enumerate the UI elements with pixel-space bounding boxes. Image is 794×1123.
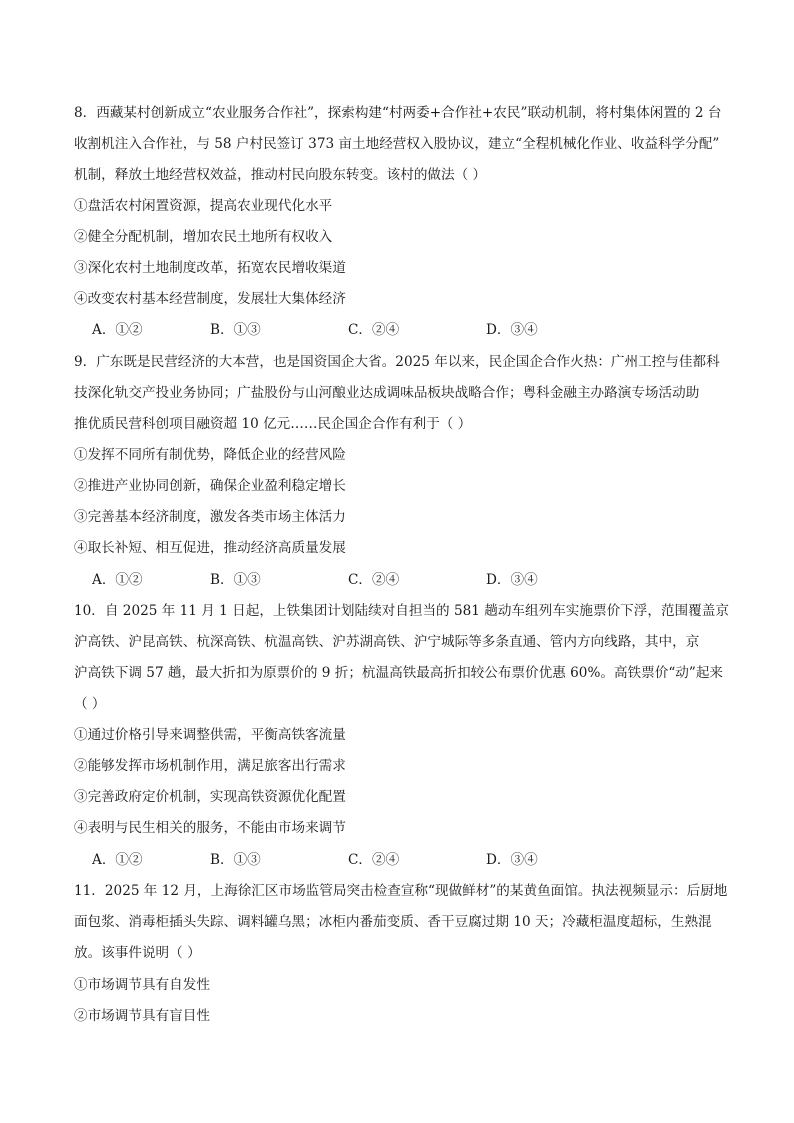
- choice-a[interactable]: A．①②: [92, 322, 143, 338]
- choice-a[interactable]: A．①②: [92, 852, 143, 868]
- option-statement: ①盘活农村闲置资源，提高农业现代化水平: [74, 198, 333, 214]
- option-statement: ④表明与民生相关的服务，不能由市场来调节: [74, 820, 346, 836]
- option-statement: ①通过价格引导来调整供需，平衡高铁客流量: [74, 727, 346, 743]
- option-statement: ①市场调节具有自发性: [74, 977, 210, 993]
- question-stem-line: 沪高铁、沪昆高铁、杭深高铁、杭温高铁、沪苏湖高铁、沪宁城际等多条直通、管内方向线路，其中，京: [74, 634, 700, 650]
- option-statement: ①发挥不同所有制优势，降低企业的经营风险: [74, 447, 346, 463]
- question-stem-line: 8．西藏某村创新成立“农业服务合作社”，探索构建“村两委+合作社+农民”联动机制，将村集体闲置的 2 台: [74, 105, 722, 121]
- option-statement: ③完善政府定价机制，实现高铁资源优化配置: [74, 789, 346, 805]
- choice-d[interactable]: D．③④: [486, 852, 538, 868]
- option-statement: ②市场调节具有盲目性: [74, 1008, 210, 1024]
- choice-b[interactable]: B．①③: [210, 852, 261, 868]
- choice-d[interactable]: D．③④: [486, 572, 538, 588]
- option-statement: ②推进产业协同创新，确保企业盈利稳定增长: [74, 478, 346, 494]
- choice-b[interactable]: B．①③: [210, 322, 261, 338]
- question-stem-line: 10．自 2025 年 11 月 1 日起，上铁集团计划陆续对自担当的 581 趟动车组列车实施票价下浮，范围覆盖京: [74, 603, 729, 619]
- choice-d[interactable]: D．③④: [486, 322, 538, 338]
- option-statement: ④改变农村基本经营制度，发展壮大集体经济: [74, 291, 346, 307]
- question-stem-line: 收割机注入合作社，与 58 户村民签订 373 亩土地经营权入股协议，建立“全程机械化作业、收益科学分配”: [74, 136, 720, 152]
- option-statement: ③深化农村土地制度改革，拓宽农民增收渠道: [74, 260, 346, 276]
- option-statement: ④取长补短、相互促进，推动经济高质量发展: [74, 540, 346, 556]
- question-stem-line: 推优质民营科创项目融资超 10 亿元……民企国企合作有利于（ ）: [74, 416, 472, 432]
- choice-c[interactable]: C．②④: [348, 852, 400, 868]
- choice-c[interactable]: C．②④: [348, 322, 400, 338]
- choice-c[interactable]: C．②④: [348, 572, 400, 588]
- choice-a[interactable]: A．①②: [92, 572, 143, 588]
- question-stem-line: 11．2025 年 12 月，上海徐汇区市场监管局突击检查宣称“现做鲜材”的某黄鱼面馆。执法视频显示：后厨地: [74, 883, 728, 899]
- question-stem-line: 面包浆、消毒柜插头失踪、调料罐乌黑；冰柜内番茄变质、香干豆腐过期 10 天；冷藏柜温度超标，生熟混: [74, 914, 712, 930]
- question-stem-line: 沪高铁下调 57 趟，最大折扣为原票价的 9 折；杭温高铁最高折扣较公布票价优惠 60%。高铁票价“动”起来: [74, 665, 724, 681]
- option-statement: ②能够发挥市场机制作用，满足旅客出行需求: [74, 758, 346, 774]
- option-statement: ③完善基本经济制度，激发各类市场主体活力: [74, 509, 346, 525]
- question-stem-line: （ ）: [74, 696, 106, 712]
- choice-b[interactable]: B．①③: [210, 572, 261, 588]
- question-stem-line: 放。该事件说明（ ）: [74, 945, 201, 961]
- question-stem-line: 机制，释放土地经营权效益，推动村民向股东转变。该村的做法（ ）: [74, 167, 487, 183]
- question-stem-line: 技深化轨交产投业务协同；广盐股份与山河酿业达成调味品板块战略合作；粤科金融主办路演专场活动助: [74, 385, 700, 401]
- question-stem-line: 9．广东既是民营经济的大本营，也是国资国企大省。2025 年以来，民企国企合作火热：广州工控与佳都科: [74, 354, 720, 370]
- option-statement: ②健全分配机制，增加农民土地所有权收入: [74, 229, 333, 245]
